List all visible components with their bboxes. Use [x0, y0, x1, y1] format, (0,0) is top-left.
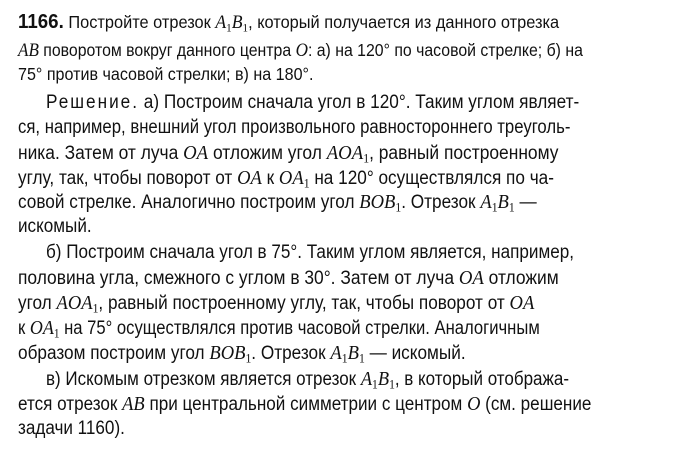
solution-a-line-4: углу, так, чтобы поворот от OA к $OA_1$ на 120° осуществлялся по ча-	[18, 167, 554, 191]
solution-b-line-2: половина угла, смежного с углом в 30°. Затем от луча OA отложим	[18, 267, 559, 289]
solution-a-line-2: ся, например, внешний угол произвольного равностороннего треуголь-	[18, 117, 571, 138]
solution-a-line-6: искомый.	[18, 216, 92, 237]
solution-a-line-1: Решение. а) Построим сначала угол в 120°. Таким углом являет-	[46, 92, 580, 113]
solution-label: Решение.	[46, 92, 140, 113]
solution-b-line-3: угол $AOA_1$, равный построенному углу, так, чтобы поворот от OA	[18, 292, 535, 316]
solution-c-line-3: задачи 1160).	[18, 418, 125, 439]
solution-a-line-3: ника. Затем от луча OA отложим угол $AOA_1$, равный построенному	[18, 142, 559, 166]
solution-b-line-1: б) Построим сначала угол в 75°. Таким углом является, например,	[46, 242, 574, 263]
solution-c-line-2: ется отрезок AB при центральной симметрии с центром O (см. решение	[18, 393, 592, 415]
problem-line-2: AB поворотом вокруг данного центра O: а) на 120° по часовой стрелке; б) на	[18, 40, 583, 61]
solution-a-line-5: совой стрелке. Аналогично построим угол $BOB_1$. Отрезок $A_1B_1$ —	[18, 191, 537, 215]
problem-line-3: 75° против часовой стрелки; в) на 180°.	[18, 64, 314, 84]
problem-number: 1166.	[18, 11, 64, 33]
solution-c-line-1: в) Искомым отрезком является отрезок $A_1B_1$, в который отобража-	[46, 368, 570, 392]
problem-line-1: 1166. Постройте отрезок $A_1B_1$, который получается из данного отрезка	[18, 11, 560, 35]
solution-b-line-5: образом построим угол $BOB_1$. Отрезок $A_1B_1$ — искомый.	[18, 342, 466, 366]
solution-b-line-4: к $OA_1$ на 75° осуществлялся против часовой стрелки. Аналогичным	[18, 317, 540, 341]
